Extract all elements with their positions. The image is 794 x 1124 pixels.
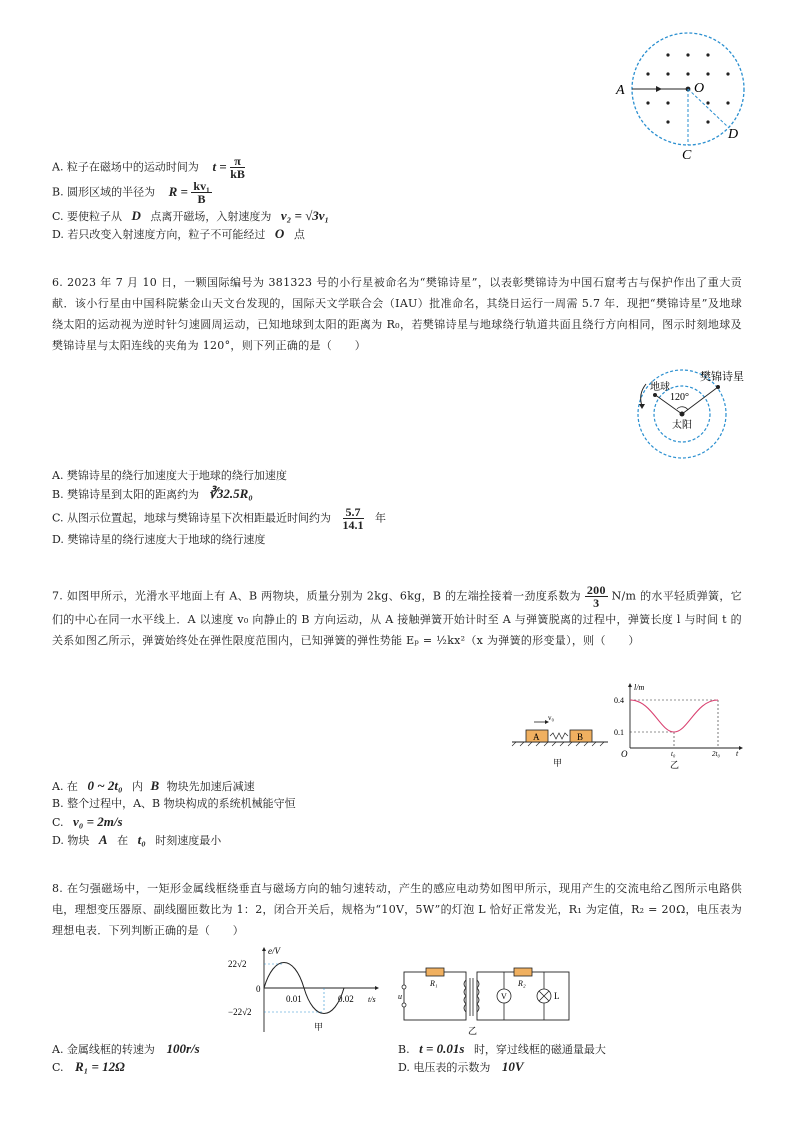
q5-option-d-text2: 点 (293, 228, 305, 241)
q5-magnetic-field-figure (610, 12, 750, 162)
q5-option-b (52, 180, 212, 205)
q7-option-d-text: D. 物块 (52, 834, 90, 847)
q8-option-c-math: R₁ = 12Ω (75, 1059, 125, 1074)
label-earth: 地球 (650, 382, 670, 393)
q7-stem (52, 584, 742, 651)
q7-length-time-graph (612, 680, 746, 772)
q8-option-a-math: 100r/s (166, 1041, 200, 1056)
q5-option-d (52, 226, 305, 243)
q7-option-a (52, 778, 255, 795)
q7-option-c-text: C. (52, 816, 64, 829)
q8-option-c-text: C. (52, 1061, 64, 1074)
q7-stem-frac: $\frac{200}{3}$ (586, 583, 606, 610)
q8-option-d (398, 1059, 524, 1076)
q5-option-b-frac: $\frac{\text{kv₁}}{B}$ (193, 179, 210, 206)
q6-option-b-text: B. 樊锦诗星到太阳的距离约为 (52, 488, 200, 501)
q6-option-c (52, 506, 386, 531)
q5-option-d-text: D. 若只改变入射速度方向，粒子不可能经过 (52, 228, 266, 241)
graph-y-0.1: 0.1 (614, 728, 624, 737)
label-O: O (694, 81, 705, 96)
label-C: C (682, 148, 692, 162)
label-A: A (616, 83, 625, 98)
q7-stem-part1: 7. 如图甲所示，光滑水平地面上有 A、B 两物块，质量分别为 2kg、6kg，B 的左端拴接着一劲度系数为 (52, 589, 582, 603)
label-angle: 120° (670, 392, 689, 403)
q7-option-d-math: A (98, 832, 108, 847)
q7-option-d-text2: 在 (117, 834, 129, 847)
q8-option-b-math: t = 0.01s (419, 1041, 465, 1056)
label-L: L (554, 991, 560, 1001)
q6-option-a: A. 樊锦诗星的绕行加速度大于地球的绕行加速度 (52, 469, 287, 482)
graph-x-0.02: 0.02 (338, 994, 354, 1004)
label-yi: 乙 (468, 1026, 478, 1036)
q7-option-a-text2: 内 (132, 780, 143, 793)
q7-option-c (52, 814, 123, 831)
q7-option-d-math2: t₀ (137, 832, 146, 847)
q5-option-a-text: A. 粒子在磁场中的运动时间为 (52, 160, 199, 174)
graph-x-0.01: 0.01 (286, 994, 302, 1004)
q8-stem: 8. 在匀强磁场中，一矩形金属线框绕垂直与磁场方向的轴匀速转动，产生的感应电动势如图甲所示，现用产生的交流电给乙图所示电路供电，理想变压器原、副线圈匝数比为 1：2，闭合开关后，规格为“10V，5W”的灯泡 L 恰好正常发光，R₁ 为定值，R₂ = 20Ω，电压表为理想电表．下列判断正确的是（ ） (52, 882, 742, 937)
q7-block-figure (508, 710, 612, 770)
label-D: D (728, 127, 739, 142)
label-jia: 甲 (553, 758, 563, 768)
graph-xlabel: t (736, 749, 739, 758)
q5-option-c-text: C. 要使粒子从 (52, 210, 123, 223)
q6-option-b-math: ∛32.5R₀ (208, 486, 253, 501)
label-star: 樊锦诗星 (700, 371, 744, 383)
graph-xlabel: t/s (368, 995, 376, 1004)
q7-option-a-math2: B (150, 778, 160, 793)
graph-2t0: 2t₀ (712, 750, 720, 758)
label-block-A: A (533, 732, 540, 742)
q8-circuit-figure (398, 962, 578, 1038)
q6-option-b (52, 486, 253, 503)
q7-option-a-text3: 物块先加速后减速 (166, 780, 255, 793)
q8-option-c (52, 1059, 125, 1076)
graph-ylabel: l/m (634, 683, 645, 692)
q7-option-a-math: 0 ~ 2t₀ (87, 778, 123, 793)
q5-option-c-math: v₂ = √3v₁ (280, 208, 330, 223)
graph-origin: O (621, 749, 628, 759)
q5-option-d-point: O (274, 226, 285, 241)
q6-stem: 6. 2023 年 7 月 10 日，一颗国际编号为 381323 号的小行星被命名为“樊锦诗星”，以表彰樊锦诗为中国石窟考古与保护作出了重大贡献．该小行星由中国科院紫金山天文台发现的，国际天文学联合会（IAU）批准命名，其绕日运行一周需 5.7 年．现把“樊锦诗星”及地球绕太阳的运动视为逆时针匀速圆周运动，已知地球到太阳的距离为 R₀，若樊锦诗星与地球绕行轨道共面且绕行方向相同，图示时刻地球及樊锦诗星与太阳连线的夹角为 120°，则下列正确的是（ ） (52, 276, 742, 352)
q7-option-a-text: A. 在 (52, 780, 78, 793)
q5-option-c-point: D (131, 208, 141, 223)
label-u: u (398, 992, 402, 1001)
graph-ylabel: e/V (268, 946, 280, 956)
q8-option-a (52, 1041, 200, 1058)
q6-option-c-frac: $\frac{5.7}{14.1}$ (342, 505, 364, 532)
label-v0: v₀ (548, 714, 554, 722)
q5-option-a-math: t = (212, 158, 227, 174)
label-sun: 太阳 (672, 420, 692, 431)
q8-emf-graph (228, 944, 388, 1036)
q8-option-a-text: A. 金属线框的转速为 (52, 1043, 155, 1056)
label-yi: 乙 (670, 760, 680, 770)
q7-option-d (52, 832, 221, 849)
label-V: V (501, 992, 507, 1001)
q8-option-b (398, 1041, 606, 1058)
q6-option-d: D. 樊锦诗星的绕行速度大于地球的绕行速度 (52, 533, 266, 546)
q8-option-b-text2: 时，穿过线框的磁通量最大 (473, 1043, 606, 1056)
graph-zero: 0 (256, 984, 261, 994)
q8-option-d-text: D. 电压表的示数为 (398, 1061, 491, 1074)
q5-option-b-math: R = (168, 183, 188, 199)
q5-option-c (52, 208, 329, 225)
q7-option-d-text3: 时刻速度最小 (155, 834, 222, 847)
q7-option-b: B. 整个过程中，A、B 物块构成的系统机械能守恒 (52, 797, 296, 810)
q6-option-c-text2: 年 (375, 511, 387, 525)
label-R1: R₁ (430, 979, 438, 988)
label-R2: R₂ (518, 979, 526, 988)
graph-t0: t₀ (671, 750, 676, 758)
q7-stem-part2: N/m 的水平轻质弹簧，它们的中心在同一水平线上．A 以速度 v₀ 向静止的 B 方向运动，从 A 接触弹簧开始计时至 A 与弹簧脱离的过程中，弹簧长度 l 与时间 t 的关系如图乙所示，弹簧始终处在弹性限度范围内，已知弹簧的弹性势能 Eₚ = ½kx²（x 为弹簧的形变量），则（ ） (52, 589, 742, 647)
q5-option-b-text: B. 圆形区域的半径为 (52, 185, 156, 199)
q6-option-c-text: C. 从图示位置起，地球与樊锦诗星下次相距最近时间约为 (52, 511, 332, 525)
q8-option-b-text: B. (398, 1043, 410, 1056)
q6-orbit-figure (622, 360, 762, 460)
graph-y-0.4: 0.4 (614, 696, 624, 705)
label-block-B: B (577, 732, 584, 742)
q5-option-c-text2: 点离开磁场，入射速度为 (150, 210, 272, 223)
label-jia: 甲 (314, 1022, 324, 1032)
q5-option-a-frac: $\frac{\pi}{kB}$ (230, 154, 245, 181)
q7-option-c-math: v₀ = 2m/s (73, 814, 123, 829)
q8-option-d-math: 10V (501, 1059, 524, 1074)
q5-option-a (52, 155, 245, 180)
graph-ymin: −22√2 (228, 1007, 252, 1017)
graph-ymax: 22√2 (228, 959, 247, 969)
